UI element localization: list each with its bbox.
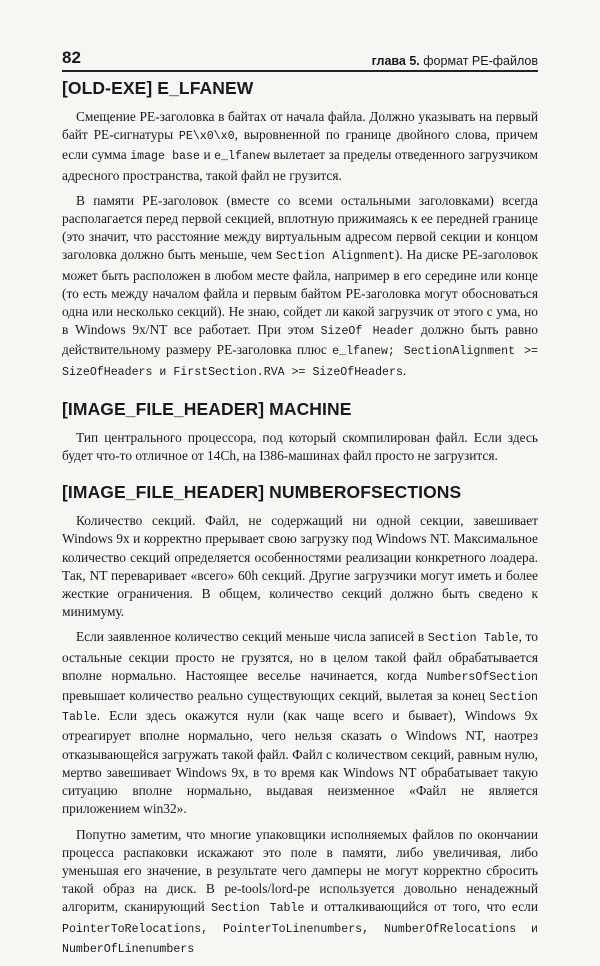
text-span: Количество секций. Файл, не содержащий ни одной секции, завешивает Windows 9x и корректно прерывает свою загрузку под Windows NT. Максимальное количество секций определяется особенностями реализации конкретного лоадера. Так, NT переваривает «всего» 60h секций. Другие загрузчики могут иметь и более жесткие ограничения. В общем, количество секций должно быть сведено к минимуму.	[62, 513, 538, 620]
text-span: Попутно заметим, что многие упаковщики исполняемых файлов по окончании процесса распаковки искажают это поле в памяти, либо увеличивая, либо уменьшая его значение, в результате чего дамперы не могут корректно сбросить такой образ на диск. В pe-tools/lord-pe используется довольно ненадежный алгоритм, сканирующий	[62, 826, 538, 915]
page-number: 82	[62, 48, 81, 67]
text-span: Если заявленное количество секций меньше числа записей в	[76, 629, 428, 645]
code-span: SizeOf Header	[320, 325, 415, 339]
code-span: Section Table	[211, 902, 305, 916]
text-span: . Если здесь окажутся нули (как чаще всего и бывает), Windows 9x отреагирует вполне нормально, чего нельзя сказать о Windows NT, наотрез отказывающейся загружать такой файл. Файл с количеством секций, равным нулю, мертво завешивает Windows 9x, в то время как Windows NT обрабатывает такую ситуацию вполне нормально, выдавая неизменное «Файл не является приложением win32».	[62, 708, 538, 817]
text-span: должно быть равно действительному размеру PE-заголовка плюс	[62, 322, 539, 358]
code-span: Section Table	[62, 691, 538, 725]
text-span: Смещение PE-заголовка в байтах от начала файла. Должно указывать на первый байт PE-сигнатуры	[62, 109, 538, 143]
code-span: NumbersOfSection	[426, 670, 538, 684]
paragraph	[62, 108, 538, 185]
text-span: и отталкивающийся от того, что если	[304, 899, 538, 915]
paragraph	[62, 512, 538, 621]
text-span: и	[199, 147, 215, 163]
chapter-heading	[372, 54, 538, 68]
running-header	[62, 44, 538, 72]
text-span: Тип центрального процессора, под который скомпилирован файл. Если здесь будет что-то отличное от 14Ch, на I386-машинах файл просто не загрузится.	[62, 429, 538, 464]
code-span: PointerToRelocations, PointerToLinenumbers, NumberOfRelocations и NumberOfLinenumbers	[62, 922, 538, 956]
section-heading-machine: [IMAGE_FILE_HEADER] MACHINE	[62, 398, 352, 419]
chapter-title: формат PE-файлов	[419, 54, 538, 68]
code-span: e_lfanew; SectionAlignment >= SizeOfHeaders и FirstSection.RVA >= SizeOfHeaders	[62, 345, 538, 379]
text-span: , выровненной по границе двойного слова, причем если сумма	[62, 127, 539, 163]
code-span: PE\x0\x0	[178, 130, 235, 144]
code-span: Section Alignment	[275, 250, 395, 264]
text-span: , то остальные секции просто не грузятся, но в целом такой файл обрабатывается вполне нормально. Настоящее веселье начинается, когда	[62, 629, 539, 683]
text-span: В памяти PE-заголовок (вместе со всеми остальными заголовками) всегда располагается перед первой секцией, вплотную прижимаясь к ее передней границе (это значит, что расстояние между виртуальным адресом первой секции и концом заголовка должно быть меньше, чем	[62, 192, 538, 263]
code-span: Section Table	[427, 632, 519, 646]
paragraph	[62, 628, 538, 818]
code-span: image base	[130, 150, 200, 164]
section-heading-numberofsections: [IMAGE_FILE_HEADER] NUMBEROFSECTIONS	[62, 482, 462, 503]
text-span: вылетает за пределы отведенного загрузчиком адресного пространства, такой файл не грузится.	[62, 147, 538, 183]
code-span: e_lfanew	[214, 150, 270, 164]
page-content	[62, 78, 538, 966]
paragraph	[62, 192, 538, 382]
text-span: .	[402, 362, 407, 378]
chapter-label: глава 5.	[371, 54, 420, 68]
paragraph	[62, 429, 538, 465]
paragraph	[62, 826, 538, 959]
text-span: превышает количество реально существующих секций, вылетая за конец	[62, 688, 490, 704]
section-heading-e-lfanew: [OLD-EXE] E_LFANEW	[62, 78, 254, 98]
text-span: ). На диске PE-заголовок может быть расположен в любом месте файла, например в его середине или конце (то есть между началом файла и первым байтом PE-заголовка могут обосноваться одна или несколько секций). Не знаю, сойдет ли какой загрузчик от этого с ума, но в Windows 9x/NT все работает. При этом	[62, 247, 539, 338]
